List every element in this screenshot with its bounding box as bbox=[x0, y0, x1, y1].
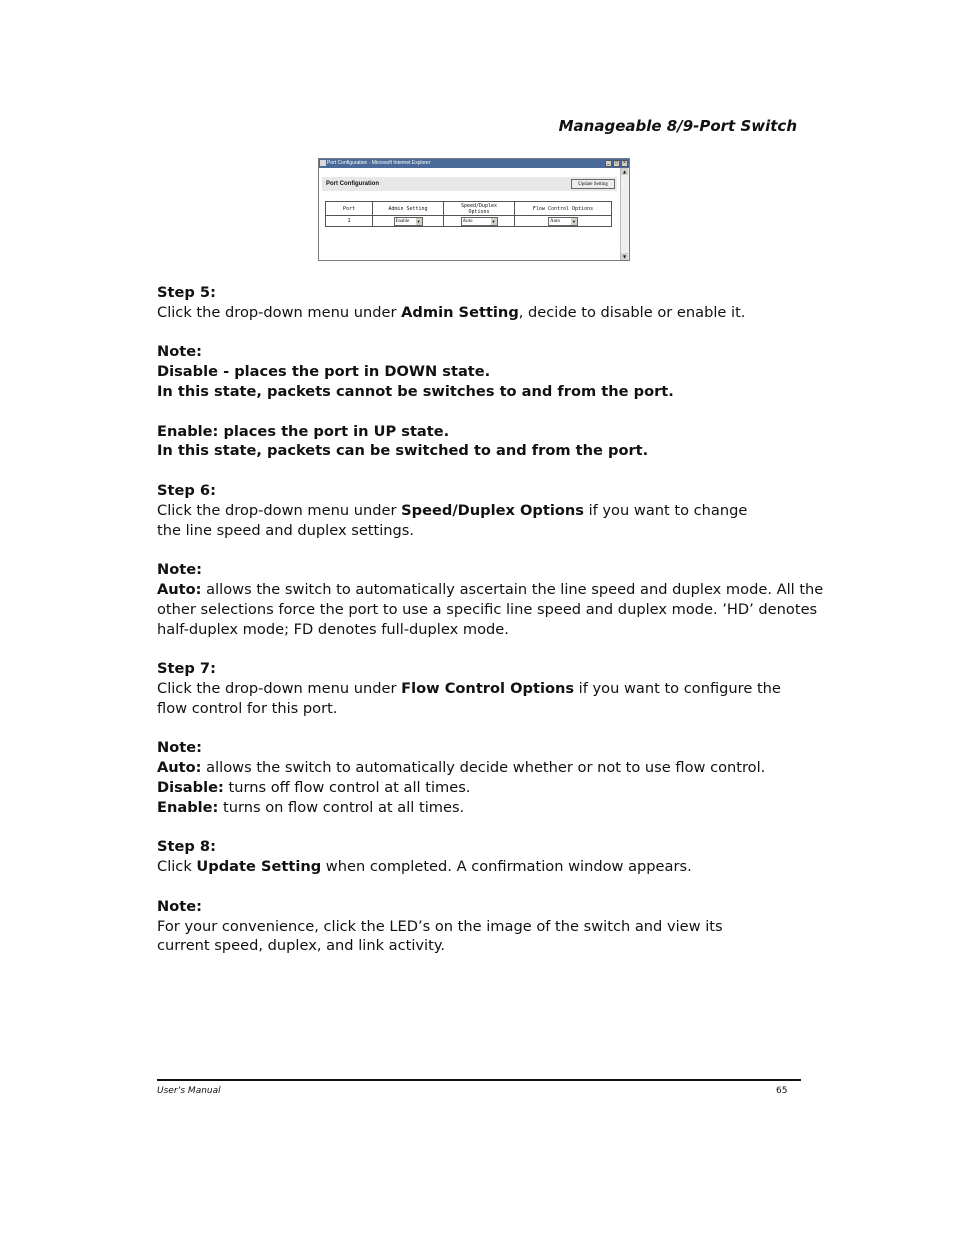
step-6-text: Click the drop-down menu under bbox=[157, 501, 402, 519]
page-number: 65 bbox=[776, 1086, 788, 1096]
note-3-disable-text: turns off flow control at all times. bbox=[223, 778, 471, 796]
maximize-icon: □ bbox=[614, 160, 619, 166]
column-flow-control: Flow Control Options bbox=[515, 202, 612, 216]
note-4-line-2: current speed, duplex, and link activity. bbox=[157, 937, 446, 955]
cell-flow bbox=[515, 216, 612, 227]
note-4-title: Note: bbox=[157, 897, 202, 915]
step-5-title: Step 5: bbox=[157, 284, 216, 301]
note-3-enable-text: turns on flow control at all times. bbox=[218, 798, 465, 816]
chevron-down-icon: ▼ bbox=[491, 218, 496, 224]
note-4 bbox=[157, 897, 837, 956]
chevron-down-icon: ▼ bbox=[416, 218, 421, 224]
config-header-bar bbox=[322, 177, 617, 191]
step-6-bold: Speed/Duplex Options bbox=[401, 501, 584, 519]
step-8 bbox=[157, 837, 837, 877]
cell-port: 1 bbox=[326, 216, 373, 227]
step-7-text: Click the drop-down menu under bbox=[157, 679, 402, 697]
note-3-disable-bold: Disable: bbox=[157, 778, 224, 796]
column-admin-setting: Admin Setting bbox=[373, 202, 444, 216]
note-2-bold: Auto: bbox=[157, 580, 202, 598]
admin-select bbox=[394, 217, 423, 226]
note-3-enable-bold: Enable: bbox=[157, 798, 219, 816]
note-1-title: Note: bbox=[157, 343, 202, 361]
step-6-title: Step 6: bbox=[157, 481, 216, 499]
step-7-bold: Flow Control Options bbox=[401, 679, 575, 697]
note-4-line-1: For your convenience, click the LED’s on the image of the switch and view its bbox=[157, 917, 723, 935]
config-title: Port Configuration bbox=[326, 181, 379, 187]
note-3-auto-bold: Auto: bbox=[157, 759, 202, 777]
note-3-auto-text: allows the switch to automatically decide whether or not to use flow control. bbox=[201, 759, 766, 777]
chevron-down-icon: ▼ bbox=[572, 218, 576, 224]
note-1-line-2: In this state, packets cannot be switches to and from the port. bbox=[157, 382, 674, 400]
cell-admin bbox=[373, 216, 444, 227]
note-1-line-3: Enable: places the port in UP state. bbox=[157, 422, 450, 440]
step-6-line-2: the line speed and duplex settings. bbox=[157, 521, 415, 539]
update-setting-button: Update Setting bbox=[571, 179, 615, 189]
browser-icon bbox=[320, 160, 326, 166]
port-config-table bbox=[325, 201, 612, 227]
speed-select bbox=[461, 217, 498, 226]
scrollbar bbox=[620, 168, 629, 260]
document-body bbox=[157, 283, 837, 976]
step-7 bbox=[157, 659, 797, 718]
step-8-bold: Update Setting bbox=[196, 858, 322, 876]
note-2 bbox=[157, 560, 837, 639]
note-3 bbox=[157, 738, 837, 817]
step-8-title: Step 8: bbox=[157, 838, 216, 856]
footer-rule bbox=[157, 1079, 801, 1081]
running-header: Manageable 8/9-Port Switch bbox=[558, 117, 797, 135]
minimize-icon: _ bbox=[605, 160, 612, 167]
flow-select-value: Auto bbox=[550, 218, 560, 224]
note-1-enable bbox=[157, 422, 837, 462]
step-5-bold: Admin Setting bbox=[401, 303, 519, 321]
step-8-text: Click bbox=[157, 858, 197, 876]
step-7-text-end: if you want to configure the flow control for this port. bbox=[157, 679, 781, 717]
window-controls bbox=[605, 160, 628, 167]
table-header-row bbox=[326, 202, 612, 216]
note-2-text: allows the switch to automatically ascertain the line speed and duplex mode. All the other selections force the port to use a specific line speed and duplex mode. ’HD’ denotes half-duplex mode; FD denotes full-duplex mode. bbox=[157, 580, 824, 638]
note-1-line-4: In this state, packets can be switched to and from the port. bbox=[157, 442, 649, 460]
note-1 bbox=[157, 342, 837, 401]
port-configuration-screenshot bbox=[318, 158, 630, 261]
scroll-down-icon: ▼ bbox=[622, 254, 627, 259]
cell-speed bbox=[444, 216, 515, 227]
scroll-up-icon: ▲ bbox=[622, 169, 627, 174]
step-7-title: Step 7: bbox=[157, 660, 216, 678]
step-6-text-end: if you want to change bbox=[583, 501, 748, 519]
step-8-text-end: when completed. A confirmation window appears. bbox=[321, 858, 692, 876]
step-5 bbox=[157, 283, 837, 323]
window-title: Port Configuration - Microsoft Internet Explorer bbox=[327, 160, 431, 166]
flow-select bbox=[548, 217, 578, 226]
note-3-title: Note: bbox=[157, 739, 202, 757]
step-5-text: Click the drop-down menu under bbox=[157, 303, 402, 321]
close-icon: × bbox=[621, 160, 628, 167]
admin-select-value: Enable bbox=[395, 218, 410, 224]
window-titlebar bbox=[319, 159, 629, 168]
note-2-title: Note: bbox=[157, 561, 202, 579]
footer-manual-label: User’s Manual bbox=[157, 1086, 221, 1096]
column-port: Port bbox=[326, 202, 373, 216]
note-1-line-1: Disable - places the port in DOWN state. bbox=[157, 363, 491, 381]
step-5-text-end: , decide to disable or enable it. bbox=[518, 303, 746, 321]
table-row bbox=[326, 216, 612, 227]
column-speed-duplex: Speed/Duplex Options bbox=[444, 202, 515, 216]
speed-select-value: Auto bbox=[462, 218, 473, 224]
step-6 bbox=[157, 481, 837, 540]
